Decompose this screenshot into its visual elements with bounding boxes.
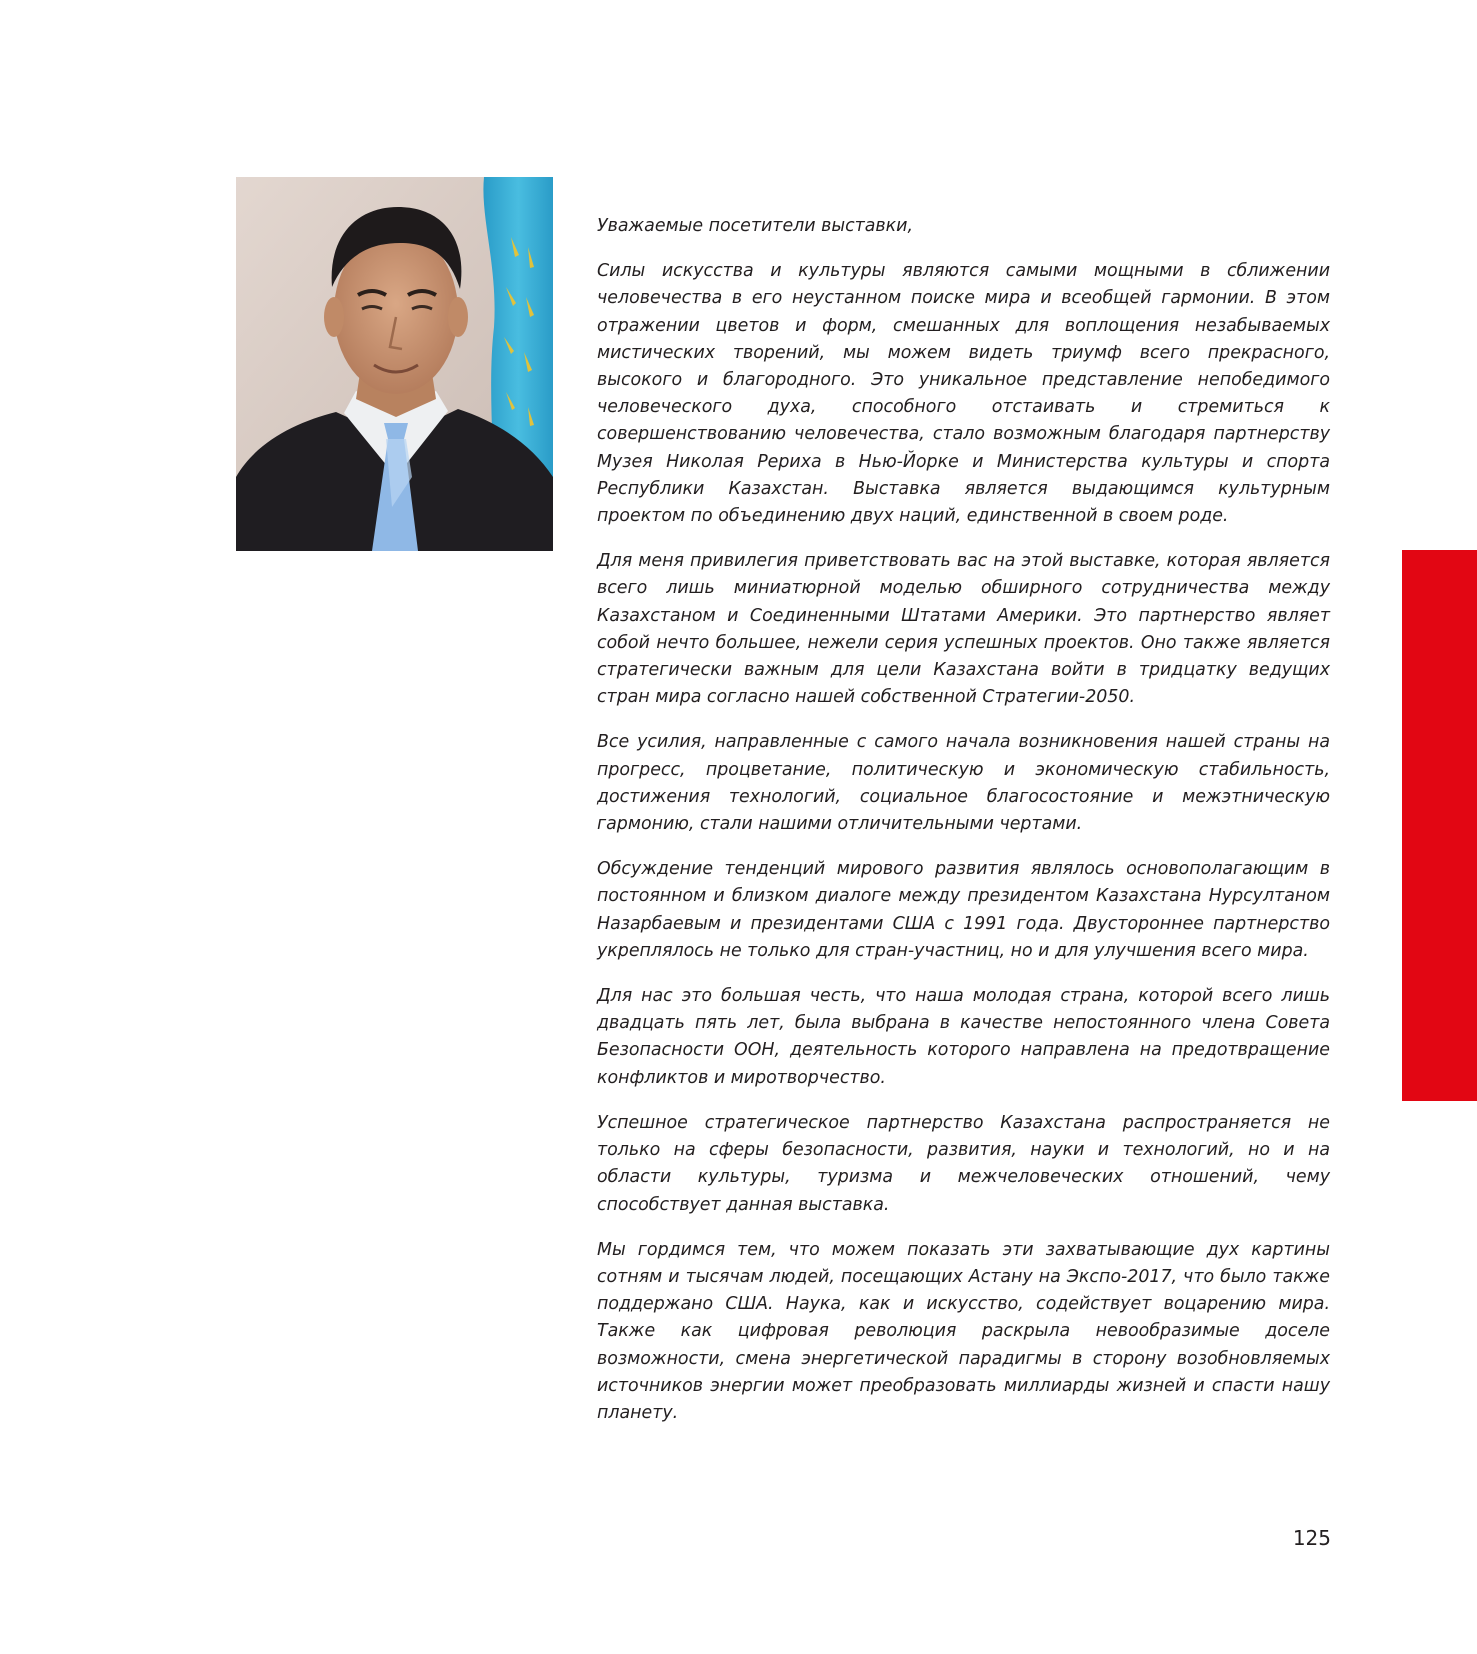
letter-paragraph: Для нас это большая честь, что наша молодая страна, которой всего лишь двадцать пять лет, была выбрана в качестве непостоянного члена Совета Безопасности ООН, деятельность которого направлена на предотвращение конфликтов и миротворчество. [597,986,1330,1088]
letter-paragraph: Мы гордимся тем, что можем показать эти захватывающие дух картины сотням и тысячам людей, посещающих Астану на Экспо-2017, что было также поддержано США. Наука, как и искусство, содействует воцарению мира. Также как цифровая революция раскрыла невообразимые доселе возможности, смена энергетической парадигмы в сторону возобновляемых источников энергии может преобразовать миллиарды жизней и спасти нашу планету. [597,1239,1330,1423]
letter-greeting: Уважаемые посетители выставки, [597,216,913,236]
page-number: 125 [1292,1526,1331,1550]
letter-body [597,213,1330,1445]
portrait-illustration [236,177,553,551]
letter-paragraph: Силы искусства и культуры являются самыми мощными в сближении человечества в его неустанном поиске мира и всеобщей гармонии. В этом отражении цветов и форм, смешанных для воплощения незабываемых мистических творений, мы можем видеть триумф всего прекрасного, высокого и благородного. Это уникальное представление непобедимого человеческого духа, способного отстаивать и стремиться к совершенствованию человечества, стало возможным благодаря партнерству Музея Николая Рериха в Нью-Йорке и Министерства культуры и спорта Республики Казахстан. Выставка является выдающимся культурным проектом по объединению двух наций, единственной в своем роде. [597,261,1330,527]
letter-paragraph: Успешное стратегическое партнерство Казахстана распространяется не только на сферы безопасности, развития, науки и технологий, но и на области культуры, туризма и межчеловеческих отношений, чему способствует данная выставка. [597,1112,1330,1215]
red-accent-tab [1402,550,1477,1101]
portrait-photo [236,177,553,551]
letter-paragraph: Все усилия, направленные с самого начала возникновения нашей страны на прогресс, процветание, политическую и экономическую стабильность, достижения технологий, социальное благосостояние и межэтническую гармонию, стали нашими отличительными чертами. [597,732,1330,835]
letter-paragraph: Для меня привилегия приветствовать вас на этой выставке, которая является всего лишь миниатюрной моделью обширного сотрудничества между Казахстаном и Соединенными Штатами Америки. Это партнерство являет собой нечто большее, нежели серия успешных проектов. Оно также является стратегически важным для цели Казахстана войти в тридцатку ведущих стран мира согласно нашей собственной Стратегии-2050. [597,551,1330,708]
letter-paragraph: Обсуждение тенденций мирового развития являлось основополагающим в постоянном и близком диалоге между президентом Казахстана Нурсултаном Назарбаевым и президентами США с 1991 года. Двустороннее партнерство укреплялось не только для стран-участниц, но и для улучшения всего мира. [597,859,1330,961]
